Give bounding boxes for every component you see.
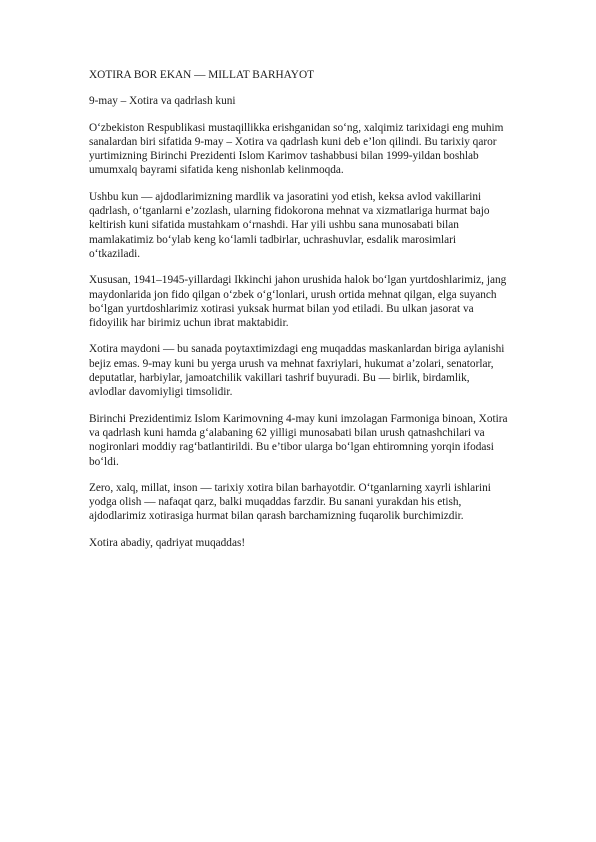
paragraph-1: O‘zbekiston Respublikasi mustaqillikka erishganidan so‘ng, xalqimiz tarixidagi eng muhim sanalardan biri sifatida 9-may – Xotira va qadrlash kuni deb e’lon qilindi. Bu tarixiy qaror yurtimizning Birinchi Prezidenti Islom Karimov tashabbusi bilan 1999-yildan boshlab umumxalq bayrami sifatida keng nishonlab kelinmoqda. (89, 121, 504, 177)
paragraph-6: Zero, xalq, millat, inson — tarixiy xotira bilan barhayotdir. O‘tganlarning xayrli ishlarini yodga olish — nafaqat qarz, balki muqaddas farzdir. Bu sanani yurakdan his etish, ajdodlarimiz xotirasiga hurmat bilan qarash barchamizning fuqarolik burchimizdir. (89, 481, 491, 523)
paragraph-5: Birinchi Prezidentimiz Islom Karimovning 4-may kuni imzolagan Farmoniga binoan, Xotira va qadrlash kuni hamda g‘alabaning 62 yilligi munosabati bilan urush qatnashchilari va nogironlari moddiy rag‘batlantirildi. Bu e’tibor ularga bo‘lgan ehtiromning yorqin ifodasi bo‘ldi. (89, 412, 508, 468)
paragraph-3: Xususan, 1941–1945-yillardagi Ikkinchi jahon urushida halok bo‘lgan yurtdoshlarimiz, jang maydonlarida jon fido qilgan o‘zbek o‘g‘lonlari, urush ortida mehnat qilgan, elga suyanch bo‘lgan yurtdoshlarimiz xotirasi yuksak hurmat bilan yod etiladi. Bu ulkan jasorat va fidoyilik har birimiz uchun ibrat maktabidir. (89, 274, 507, 330)
document-subtitle: 9-may – Xotira va qadrlash kuni (89, 95, 236, 108)
paragraph-2: Ushbu kun — ajdodlarimizning mardlik va jasoratini yod etish, keksa avlod vakillarini qadrlash, o‘tganlarni e’zozlash, ularning fidokorona mehnat va xizmatlariga hurmat bajo keltirish kuni sifatida mustahkam o‘rnashdi. Har yili ushbu sana munosabati bilan mamlakatimiz bo‘ylab keng ko‘lamli tadbirlar, uchrashuvlar, esdalik marosimlari o‘tkaziladi. (89, 190, 490, 260)
paragraph-4: Xotira maydoni — bu sanada poytaxtimizdagi eng muqaddas maskanlardan biriga aylanishi bejiz emas. 9-may kuni bu yerga urush va mehnat faxriylari, hukumat a’zolari, senatorlar, deputatlar, harbiylar, jamoatchilik vakillari tashrif buyuradi. Bu — birlik, birdamlik, avlodlar davomiyligi timsolidir. (89, 343, 505, 399)
paragraph-7-closing: Xotira abadiy, qadriyat muqaddas! (89, 536, 246, 549)
document-title: XOTIRA BOR EKAN — MILLAT BARHAYOT (89, 69, 315, 81)
document-page (89, 68, 509, 562)
